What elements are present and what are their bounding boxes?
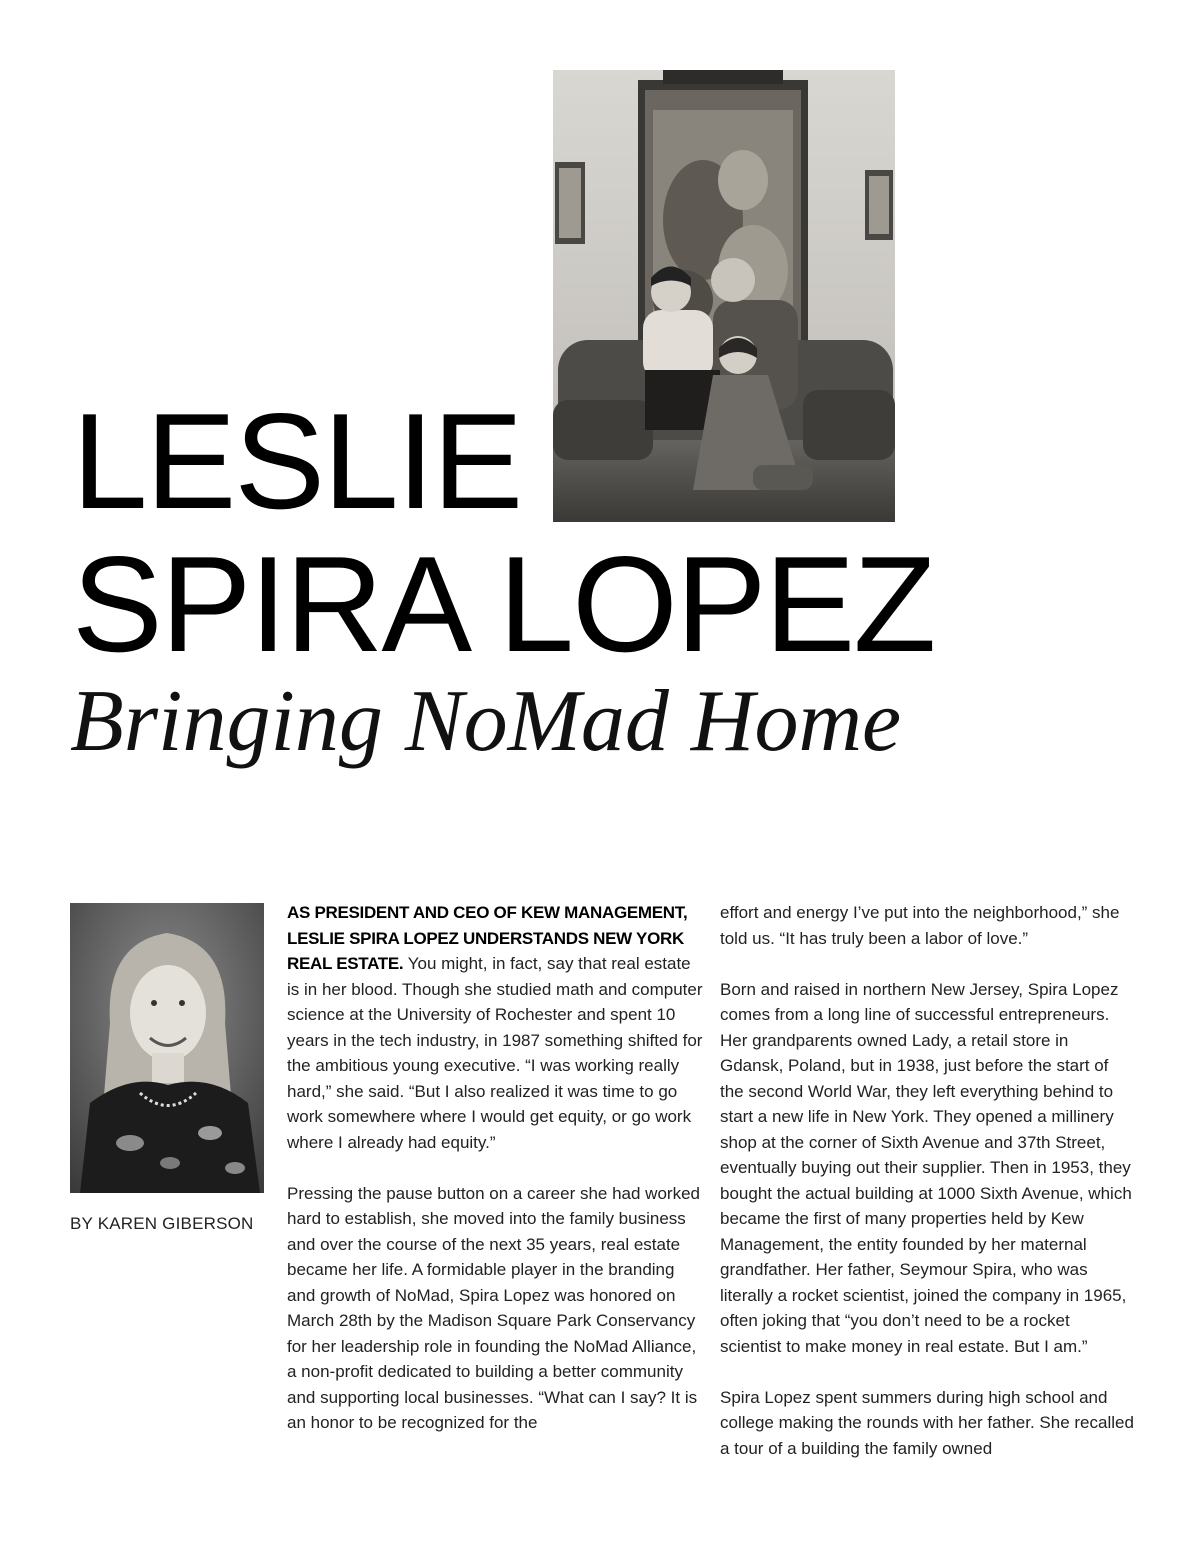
lead-paragraph [287, 900, 705, 1155]
lead-text: You might, in fact, say that real estate is in her blood. Though she studied math and computer science at the University of Rochester and spent 10 years in the tech industry, in 1987 something shifted for the ambitious young executive. “I was working really hard,” she said. “But I also realized it was time to go work somewhere where I would get equity, or go work where I already had equity.” [287, 954, 703, 1152]
article-column-2 [720, 900, 1135, 1487]
family-photo [553, 70, 895, 522]
lead-caps: AS PRESIDENT AND CEO OF KEW MANAGEMENT, LESLIE SPIRA LOPEZ UNDERSTANDS NEW YORK REAL ESTATE. [287, 903, 688, 973]
byline: BY KAREN GIBERSON [70, 1214, 254, 1233]
paragraph-4: Spira Lopez spent summers during high school and college making the rounds with her father. She recalled a tour of a building the family owned [720, 1387, 1134, 1458]
headline-line-2: SPIRA LOPEZ [72, 528, 935, 680]
author-portrait [70, 903, 264, 1193]
paragraph-2: Pressing the pause button on a career she had worked hard to establish, she moved into the family business and over the course of the next 35 years, real estate became her life. A formidable player in the branding and growth of NoMad, Spira Lopez was honored on March 28th by the Madison Square Park Conservancy for her leadership role in founding the NoMad Alliance, a non-profit dedicated to building a better community and supporting local businesses. “What can I say? It is an honor to be recognized for the [287, 1183, 700, 1432]
subtitle: Bringing NoMad Home [70, 673, 902, 770]
article-column-1 [287, 900, 705, 1461]
paragraph-3: Born and raised in northern New Jersey, Spira Lopez comes from a long line of successful entrepreneurs. Her grandparents owned Lady, a retail store in Gdansk, Poland, but in 1938, just before the start of the second World War, they left everything behind to start a new life in New York. They opened a millinery shop at the corner of Sixth Avenue and 37th Street, eventually buying out their supplier. Then in 1953, they bought the actual building at 1000 Sixth Avenue, which became the first of many properties held by Kew Management, the entity founded by her maternal grandfather. Her father, Seymour Spira, who was literally a rocket scientist, joined the company in 1965, often joking that “you don’t need to be a rocket scientist to make money in real estate. But I am.” [720, 979, 1132, 1356]
paragraph-2-continued: effort and energy I’ve put into the neighborhood,” she told us. “It has truly been a labor of love.” [720, 903, 1120, 948]
headline-line-1: LESLIE [72, 385, 522, 537]
